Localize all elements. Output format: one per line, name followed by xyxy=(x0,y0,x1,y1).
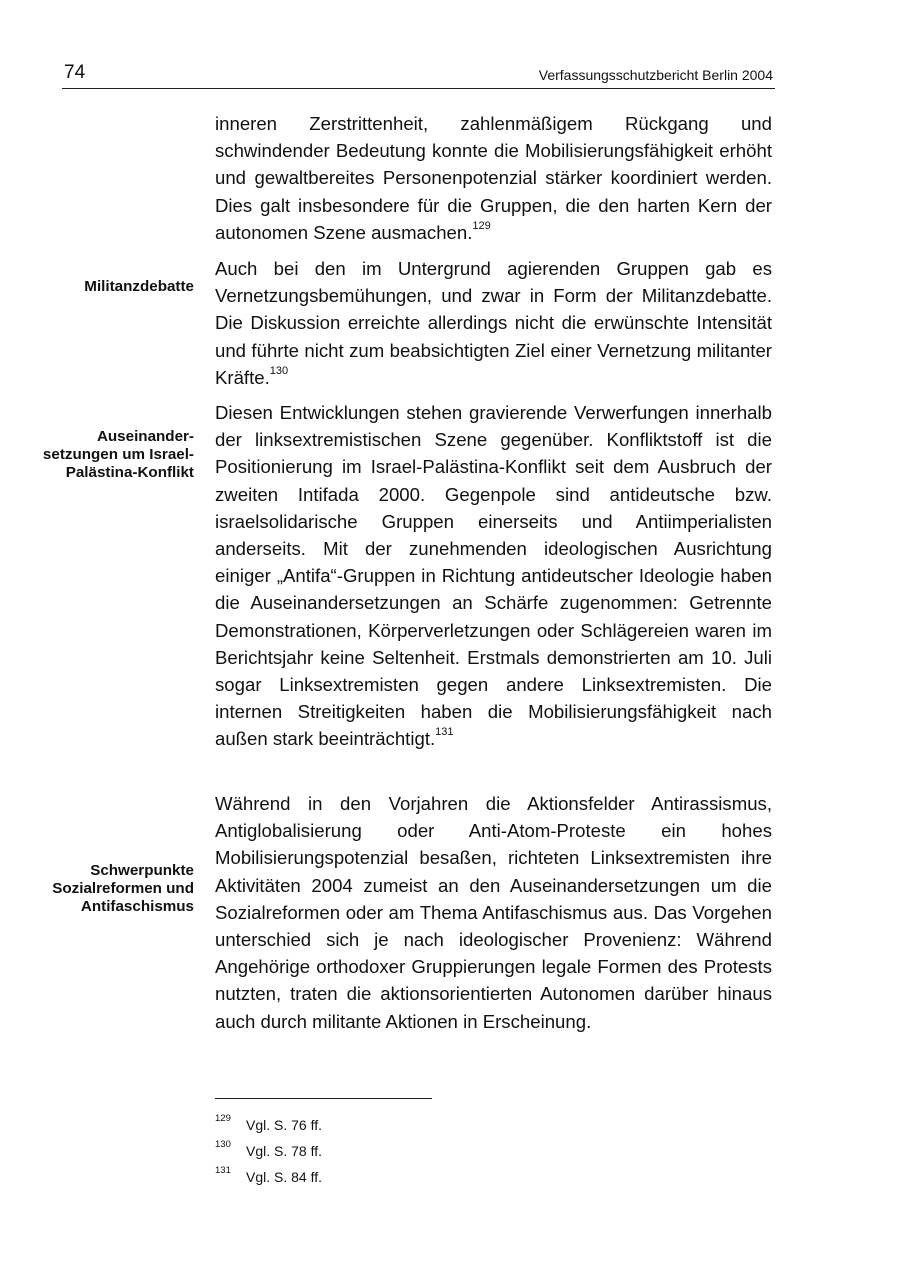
page-header xyxy=(62,62,775,89)
footnote-ref-130[interactable]: 130 xyxy=(269,364,289,377)
footnote-number: 129 xyxy=(215,1113,231,1124)
paragraph-text: Während in den Vorjahren die Aktionsfelder Antirassismus, Antiglobalisierung oder Anti-Atom-Proteste ein hohes Mobilisierungspotenzial besaßen, richteten Linksextremisten ihre Aktivitäten 2004 zumeist an den Auseinandersetzungen um die Sozialreformen oder am Thema Antifaschismus aus. Das Vorgehen unterschied sich je nach ideologischer Provenienz: Während Angehörige orthodoxer Gruppierungen legale Formen des Protests nutzten, traten die aktionsorientierten Autonomen darüber hinaus auch durch militante Aktionen in Erscheinung. xyxy=(215,793,772,1032)
margin-note-line: Auseinander- xyxy=(96,428,194,445)
footnote-ref-131[interactable]: 131 xyxy=(435,726,454,739)
paragraph-4 xyxy=(215,790,772,1035)
footnote-text: Vgl. S. 76 ff. xyxy=(246,1117,323,1133)
margin-note-schwerpunkte xyxy=(4,862,194,916)
footnote-number: 130 xyxy=(215,1139,231,1150)
footnote-ref-129[interactable]: 129 xyxy=(472,219,491,232)
footnote-divider xyxy=(215,1098,432,1099)
page-number: 74 xyxy=(64,62,86,83)
margin-note-line: Schwerpunkte xyxy=(90,862,194,879)
paragraph-3 xyxy=(215,399,772,753)
margin-note-militanzdebatte xyxy=(4,278,194,296)
margin-note-line: Antifaschismus xyxy=(80,898,194,915)
paragraph-text: inneren Zerstrittenheit, zahlenmäßigem Rückgang und schwindender Bedeutung konnte die Mobilisierungsfähigkeit erhöht und gewaltbereites Personenpotenzial stärker koordiniert werden. Dies galt insbesondere für die Gruppen, die den harten Kern der autonomen Szene ausmachen. xyxy=(215,113,772,243)
running-title: Verfassungsschutzbericht Berlin 2004 xyxy=(538,67,773,83)
footnote-text: Vgl. S. 78 ff. xyxy=(246,1143,323,1159)
margin-note-line: Militanzdebatte xyxy=(84,278,194,295)
paragraph-1 xyxy=(215,110,772,246)
margin-note-israel-palaestina xyxy=(4,428,194,482)
footnote-number: 131 xyxy=(215,1165,231,1176)
paragraph-2 xyxy=(215,255,772,391)
margin-note-line: setzungen um Israel- xyxy=(42,446,194,463)
margin-note-line: Palästina-Konflikt xyxy=(65,464,194,481)
paragraph-text: Auch bei den im Untergrund agierenden Gruppen gab es Vernetzungsbemühungen, und zwar in Form der Militanzdebatte. Die Diskussion erreichte allerdings nicht die erwünschte Intensität und führte nicht zum beabsichtigten Ziel einer Vernetzung militanter Kräfte. xyxy=(215,258,772,388)
margin-note-line: Sozialreformen und xyxy=(52,880,194,897)
footnote-text: Vgl. S. 84 ff. xyxy=(246,1169,323,1185)
paragraph-text: Diesen Entwicklungen stehen gravierende Verwerfungen innerhalb der linksextremistischen Szene gegenüber. Konfliktstoff ist die Positionierung im Israel-Palästina-Konflikt seit dem Ausbruch der zweiten Intifada 2000. Gegenpole sind antideutsche bzw. israelsolidarische Gruppen einerseits und Antiimperialisten anderseits. Mit der zunehmenden ideologischen Ausrichtung einiger „Antifa“-Gruppen in Richtung antideutscher Ideologie haben die Auseinandersetzungen an Schärfe zugenommen: Getrennte Demonstrationen, Körperverletzungen oder Schlägereien waren im Berichtsjahr keine Seltenheit. Erstmals demonstrierten am 10. Juli sogar Linksextremisten gegen andere Linksextremisten. Die internen Streitigkeiten haben die Mobilisierungsfähigkeit nach außen stark beeinträchtigt. xyxy=(215,402,772,750)
